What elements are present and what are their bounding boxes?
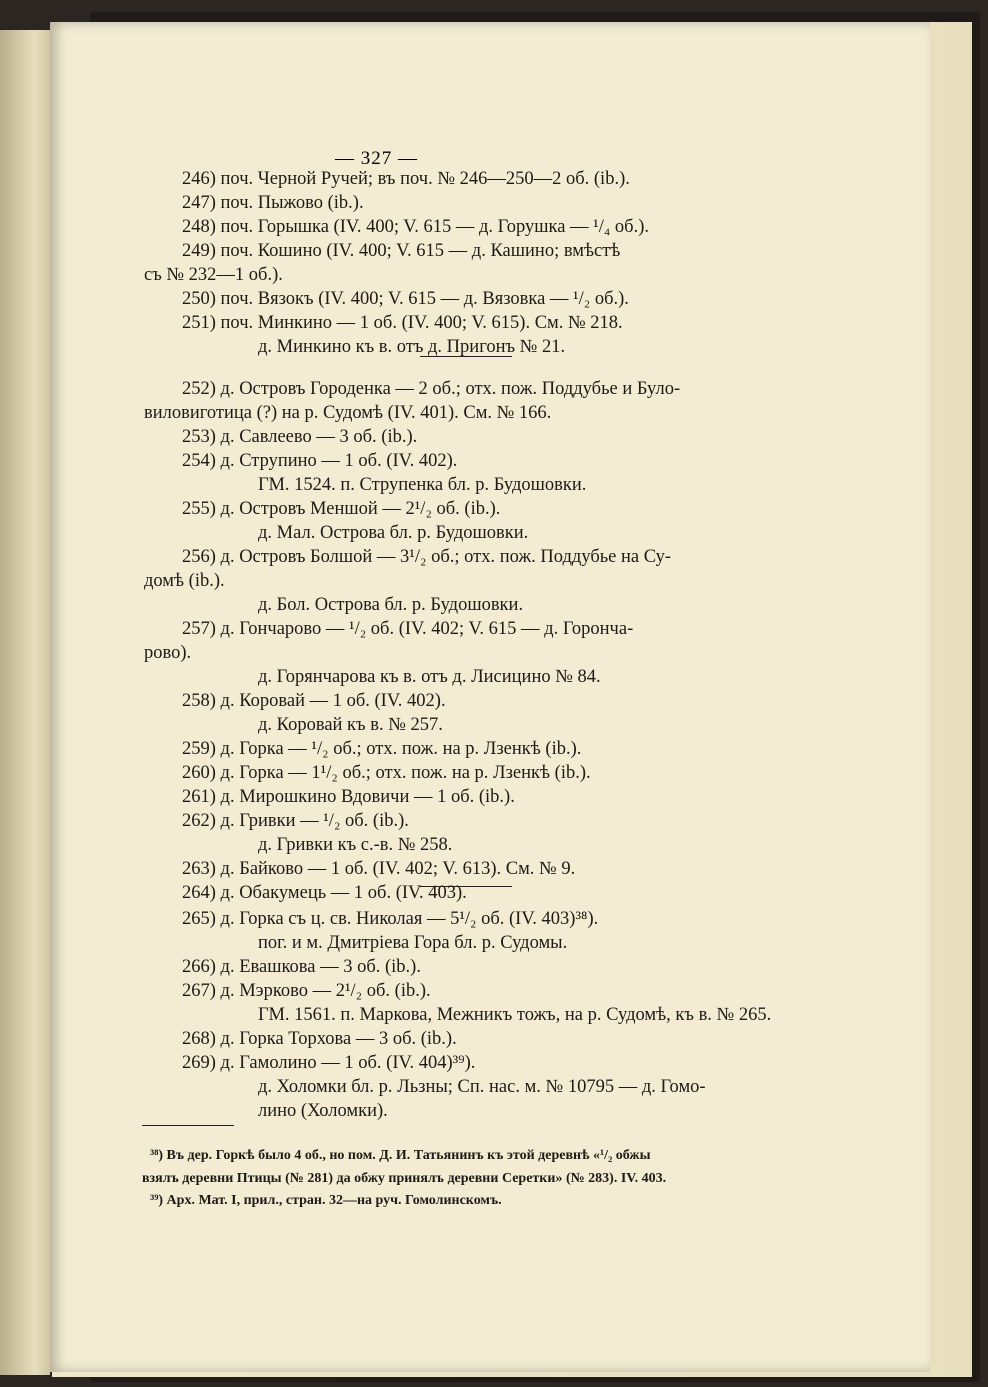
section-divider [420, 886, 512, 887]
footnote-fn39: ³⁹) Арх. Мат. I, прил., стран. 32—на руч. Гомолинскомъ. [150, 1193, 502, 1208]
text-line-l267: 267) д. Мэрково — 2¹/₂ об. (ib.). [182, 981, 431, 1001]
text-line-l257b: рово). [144, 643, 192, 663]
text-line-l253: 253) д. Савлеево — 3 об. (ib.). [182, 427, 418, 447]
text-line-l256c: д. Бол. Острова бл. р. Будошовки. [258, 595, 524, 615]
text-line-l250: 250) поч. Вязокъ (IV. 400; V. 615 — д. Вязовка — ¹/₂ об.). [182, 289, 629, 309]
text-line-l260: 260) д. Горка — 1¹/₂ об.; отх. пож. на р. Лзенкѣ (ib.). [182, 763, 591, 783]
page-number: — 327 — [335, 148, 418, 169]
text-line-l251: 251) поч. Минкино — 1 об. (IV. 400; V. 615). См. № 218. [182, 313, 623, 333]
text-line-l257a: 257) д. Гончарово — ¹/₂ об. (IV. 402; V. 615 — д. Горонча- [182, 619, 634, 639]
text-line-l264: 264) д. Обакумець — 1 об. (IV. 403). [182, 883, 467, 903]
section-divider [420, 356, 512, 357]
text-line-l261: 261) д. Мирошкино Вдовичи — 1 об. (ib.). [182, 787, 515, 807]
text-line-l262: 262) д. Гривки — ¹/₂ об. (ib.). [182, 811, 409, 831]
text-line-l267b: ГМ. 1561. п. Маркова, Межникъ тожъ, на р. Судомѣ, къ в. № 265. [258, 1005, 772, 1025]
text-line-l265: 265) д. Горка съ ц. св. Николая — 5¹/₂ об. (IV. 403)³⁸). [182, 909, 599, 929]
text-line-l251b: д. Минкино къ в. отъ д. Пригонъ № 21. [258, 337, 566, 357]
text-line-l249b: съ № 232—1 об.). [144, 265, 283, 285]
text-line-l269c: лино (Холомки). [258, 1101, 388, 1121]
text-line-l266: 266) д. Евашкова — 3 об. (ib.). [182, 957, 421, 977]
text-line-l262b: д. Гривки къ с.-в. № 258. [258, 835, 453, 855]
text-line-l257c: д. Горянчарова къ в. отъ д. Лисицино № 84. [258, 667, 601, 687]
text-line-l249a: 249) поч. Кошино (IV. 400; V. 615 — д. Кашино; вмѣстѣ [182, 241, 621, 261]
text-line-l254: 254) д. Струпино — 1 об. (IV. 402). [182, 451, 458, 471]
text-line-l258: 258) д. Коровай — 1 об. (IV. 402). [182, 691, 446, 711]
text-line-l255: 255) д. Островъ Меншой — 2¹/₂ об. (ib.). [182, 499, 501, 519]
text-line-l269b: д. Холомки бл. р. Льзны; Сп. нас. м. № 10795 — д. Гомо- [258, 1077, 706, 1097]
text-line-l256b: домѣ (ib.). [144, 571, 225, 591]
text-line-l269: 269) д. Гамолино — 1 об. (IV. 404)³⁹). [182, 1053, 476, 1073]
text-line-l268: 268) д. Горка Торхова — 3 об. (ib.). [182, 1029, 457, 1049]
text-line-l265b: пог. и м. Дмитріева Гора бл. р. Судомы. [258, 933, 568, 953]
left-page-edge [0, 30, 50, 1375]
text-line-l256a: 256) д. Островъ Болшой — 3¹/₂ об.; отх. пож. Поддубье на Су- [182, 547, 672, 567]
text-line-l258b: д. Коровай къ в. № 257. [258, 715, 443, 735]
book-page [50, 22, 930, 1372]
text-line-l247: 247) поч. Пыжово (ib.). [182, 193, 364, 213]
text-line-l259: 259) д. Горка — ¹/₂ об.; отх. пож. на р. Лзенкѣ (ib.). [182, 739, 582, 759]
text-line-l255b: д. Мал. Острова бл. р. Будошовки. [258, 523, 529, 543]
footnote-fn38a: ³⁸) Въ дер. Горкѣ было 4 об., но пом. Д. И. Татьянинъ къ этой деревнѣ «¹/₂ обжы [150, 1148, 651, 1163]
text-line-l263: 263) д. Байково — 1 об. (IV. 402; V. 613). См. № 9. [182, 859, 576, 879]
text-line-l252b: виловиготица (?) на р. Судомѣ (IV. 401). См. № 166. [144, 403, 552, 423]
text-line-l252a: 252) д. Островъ Городенка — 2 об.; отх. пож. Поддубье и Було- [182, 379, 681, 399]
footnote-separator [142, 1125, 234, 1126]
footnote-fn38b: взялъ деревни Птицы (№ 281) да обжу принялъ деревни Серетки» (№ 283). IV. 403. [142, 1171, 667, 1186]
text-line-l248: 248) поч. Горышка (IV. 400; V. 615 — д. Горушка — ¹/₄ об.). [182, 217, 649, 237]
text-line-l254b: ГМ. 1524. п. Струпенка бл. р. Будошовки. [258, 475, 587, 495]
text-line-l246: 246) поч. Черной Ручей; въ поч. № 246—250—2 об. (ib.). [182, 169, 630, 189]
